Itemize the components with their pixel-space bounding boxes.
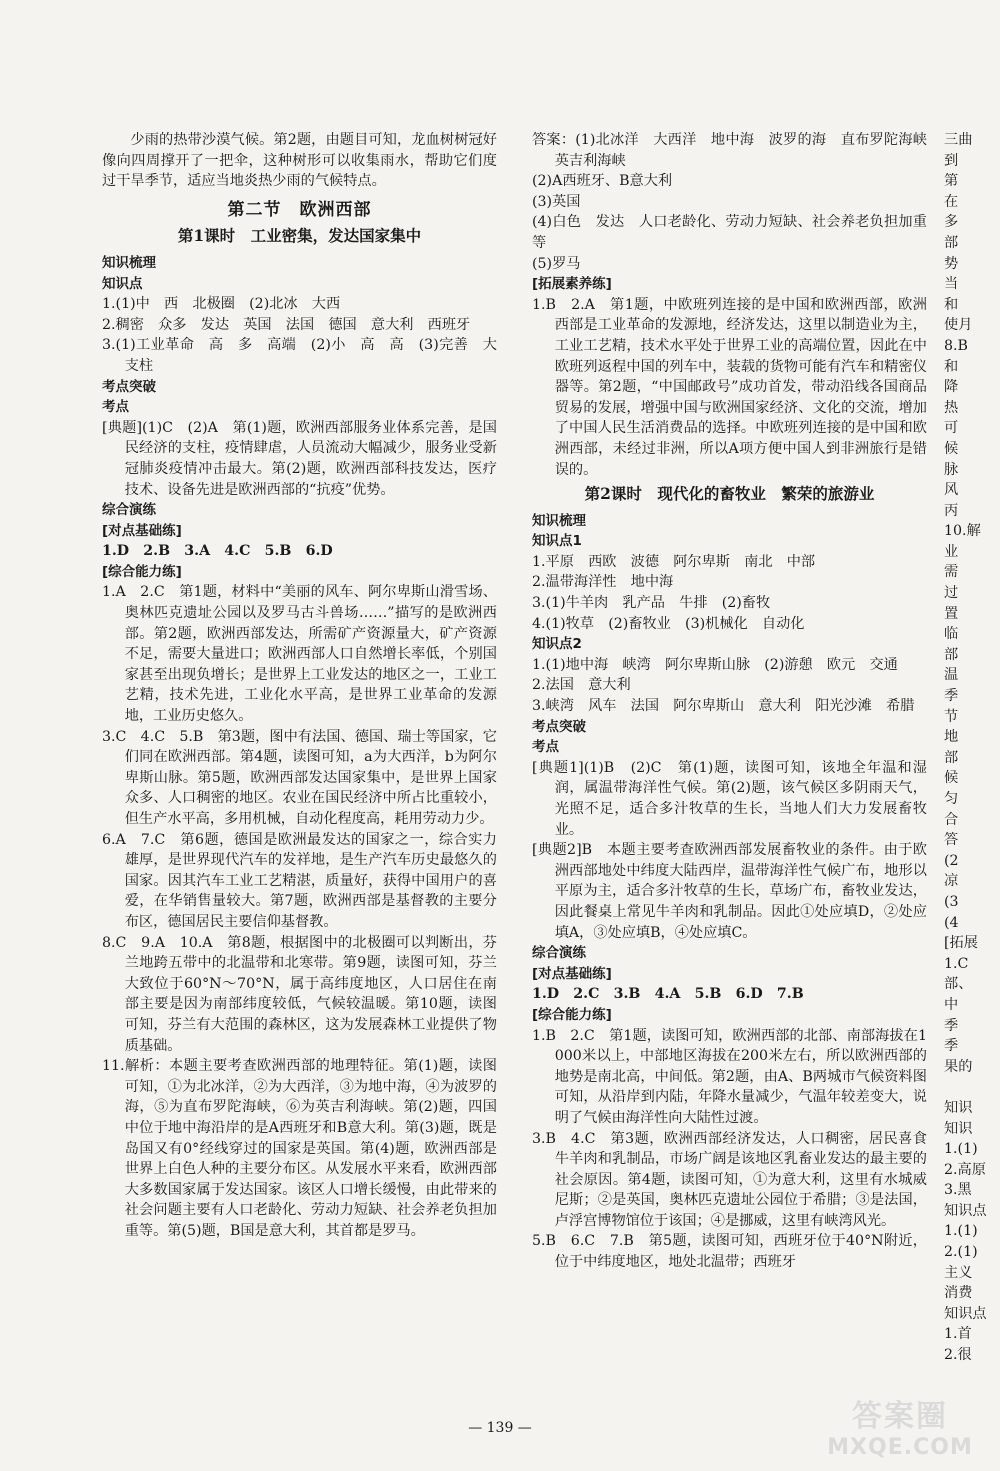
answer-line: (4)白色 发达 人口老龄化、劳动力短缺、社会养老负担加重等 (532, 214, 927, 251)
answer-item: 8.C 9.A 10.A 第8题，根据图中的北极圈可以判断出，芬兰地跨五带中的北温带和北寒带。第9题，读图可知，芬兰大致位于60°N～70°N，属于高纬度地区，人口居住在南部主要是因为南部纬度较低，气候较温暖。第10题，读图可知，芬兰有大范围的森林区，这为发展森林工业提供了物质基础。 (102, 934, 497, 1054)
cropped-line: 节 (944, 708, 959, 725)
basic-answers: 1.D 2.B 3.A 4.C 5.B 6.D (102, 543, 333, 560)
watermark-logo (800, 1380, 1000, 1471)
heading-knowledge-point-2: 知识点2 (532, 636, 582, 653)
cropped-line: 中 (944, 996, 959, 1013)
answer-item: 1.B 2.C 第1题，读图可知，欧洲西部的北部、南部海拔在1 000米以上，中部地区海拔在200米左右，所以欧洲西部的地势是南北高，中间低。第2题，由A、B两城市气候资料图可知，从沿岸到内陆，年降水量减少，气温年较差变大，说明了气候由海洋性向大陆性过渡。 (532, 1027, 927, 1126)
cropped-line: 第 (944, 173, 959, 190)
heading-basic-practice: [对点基础练] (532, 965, 612, 982)
cropped-line: 和 (944, 358, 959, 375)
cropped-line: 季 (944, 1038, 959, 1055)
cropped-line: 凉 (944, 873, 959, 890)
heading-basic-practice: [对点基础练] (102, 522, 182, 539)
answer-item: 5.B 6.C 7.B 第5题，读图可知，西班牙位于40°N附近，位于中纬度地区，地处北温带；西班牙 (532, 1233, 927, 1271)
cropped-line: 2.高原 (944, 1161, 986, 1178)
heading-knowledge-point-1: 知识点1 (532, 533, 582, 550)
column-left (102, 130, 512, 1241)
intro-paragraph: 少雨的热带沙漠气候。第2题，由题目可知，龙血树树冠好像向四周撑开了一把伞，这种树形可以收集雨水，帮助它们度过干旱季节，适应当地炎热少雨的气候特点。 (102, 132, 497, 190)
cropped-line: 10.解 (944, 523, 981, 540)
answer-item: 3.B 4.C 第3题，欧洲西部经济发达，人口稠密，居民喜食牛羊肉和乳制品，市场广阔是该地区乳畜业发达的最主要的社会原因。第4题，读图可知，①为意大利，这里有水城威尼斯；②是英国，奥林匹克遗址公园位于希腊；③是法国，卢浮宫博物馆位于该国；④是挪威，这里有峡湾风光。 (532, 1130, 927, 1229)
cropped-line: 候 (944, 770, 959, 787)
heading-ability-practice: [综合能力练] (532, 1006, 612, 1023)
basic-answers: 1.D 2.C 3.B 4.A 5.B 6.D 7.B (532, 986, 804, 1003)
cropped-line: 答 (944, 832, 959, 849)
knowledge-item: 1.(1)中 西 北极圈 (2)北冰 大西 (102, 296, 341, 313)
cropped-line: 知识点 (944, 1305, 987, 1322)
page-number: — 139 — (468, 1420, 532, 1436)
knowledge-item: 1.(1)地中海 峡湾 阿尔卑斯山脉 (2)游憩 欧元 交通 (532, 656, 898, 673)
knowledge-item: 2.法国 意大利 (532, 677, 631, 694)
cropped-line: 候 (944, 440, 959, 457)
heading-knowledge: 知识梳理 (532, 512, 586, 529)
heading-breakthrough: 考点突破 (532, 718, 586, 735)
knowledge-item: 3.(1)牛羊肉 乳产品 牛排 (2)畜牧 (532, 595, 771, 612)
answer-line: 答案：(1)北冰洋 大西洋 地中海 波罗的海 直布罗陀海峡 英吉利海峡 (532, 132, 942, 169)
cropped-line: 临 (944, 626, 959, 643)
heading-ability-practice: [综合能力练] (102, 563, 182, 580)
cropped-line: 8.B (944, 337, 968, 354)
knowledge-item: 2.温带海洋性 地中海 (532, 574, 674, 591)
cropped-line: 部 (944, 234, 959, 251)
column-middle (532, 130, 942, 1273)
answer-item: 1.B 2.A 第1题，中欧班列连接的是中国和欧洲西部，欧洲西部是工业革命的发源地，经济发达，这里以制造业为主，工业工艺精，技术水平处于世界工业的高端位置，因此在中欧班列返程中国的列车中，装载的货物可能有汽车和精密仪器等。第2题，“中国邮政号”成功首发，带动沿线各国商品贸易的发展，增强中国与欧洲国家经济、文化的交流，增加了中国人民生活消费品的选择。中欧班列连接的是中国和欧洲西部，未经过非洲，所以A项方便中国人到非洲旅行是错误的。 (532, 296, 927, 478)
cropped-line: 风 (944, 482, 959, 499)
cropped-line: 当 (944, 276, 959, 293)
cropped-line: (2 (944, 852, 959, 869)
heading-test-point: 考点 (102, 399, 129, 416)
knowledge-item: 1.平原 西欧 波德 阿尔卑斯 南北 中部 (532, 553, 816, 570)
answer-line: (3)英国 (532, 193, 581, 210)
cropped-line (944, 1077, 1000, 1098)
answer-line: (5)罗马 (532, 255, 581, 272)
answer-item: 1.A 2.C 第1题，材料中“美丽的风车、阿尔卑斯山滑雪场、奥林匹克遗址公园以及罗马古斗兽场……”描写的是欧洲西部。第2题，欧洲西部发达，所需矿产资源量大，矿产资源不足，需要大量进口；欧洲西部人口自然增长率低，个别国家甚至出现负增长；是世界上工业发达的地区之一，工业工艺精，技术先进，工业化水平高，是世界工业革命的发源地，工业历史悠久。 (102, 584, 497, 725)
cropped-line: 匀 (944, 791, 959, 807)
cropped-line: 季 (944, 688, 959, 705)
cropped-line: 和 (944, 296, 959, 313)
heading-practice: 综合演练 (532, 945, 586, 962)
cropped-line: 季 (944, 1017, 959, 1034)
cropped-line: 可 (944, 420, 959, 437)
cropped-line: 地 (944, 729, 959, 746)
knowledge-item: 4.(1)牧草 (2)畜牧业 (3)机械化 自动化 (532, 615, 805, 632)
cropped-line: 温 (944, 667, 959, 684)
cropped-line: (3 (944, 893, 959, 910)
cropped-line: 业 (944, 543, 959, 560)
example-question: [典题2]B 本题主要考查欧洲西部发展畜牧业的条件。由于欧洲西部地处中纬度大陆西岸，温带海洋性气候广布，地形以平原为主，适合多汁牧草的生长，草场广布，畜牧业发达，因此餐桌上常见牛羊肉和乳制品。因此①处应填D，②处应填A，③处应填B，④处应填C。 (532, 842, 927, 941)
answer-item: 6.A 7.C 第6题，德国是欧洲最发达的国家之一，综合实力雄厚，是世界现代汽车的发祥地，是生产汽车历史最悠久的国家。因其汽车工业工艺精湛，质量好，获得中国用户的喜爱，在华销售量较大。第7题，欧洲西部是基督教的主要分布区，德国居民主要信仰基督教。 (102, 831, 497, 930)
answer-line: (2)A西班牙、B意大利 (532, 173, 673, 190)
lesson-1-title: 第1课时 工业密集，发达国家集中 (177, 226, 422, 246)
cropped-line: 到 (944, 152, 959, 169)
knowledge-item: 3.峡湾 风车 法国 阿尔卑斯山 意大利 阳光沙滩 希腊 (532, 698, 915, 715)
cropped-line: [拓展 (944, 935, 978, 952)
cropped-line: 势 (944, 255, 959, 272)
watermark-url: MXQE.COM (827, 1435, 973, 1460)
cropped-line: 1.(1) (944, 1223, 978, 1240)
heading-practice: 综合演练 (102, 502, 156, 519)
heading-extension: [拓展素养练] (532, 276, 612, 293)
example-question: [典题1](1)B (2)C 第(1)题，读图可知，该地全年温和湿润，属温带海洋性气候。第(2)题，该气候区多阴雨天气，光照不足，适合多汁牧草的生长，当地人们大力发展畜牧业。 (532, 759, 927, 838)
knowledge-item: 3.(1)工业革命 高 多 高端 (2)小 高 高 (3)完善 大 支柱 (102, 337, 512, 374)
cropped-line: 过 (944, 585, 959, 602)
knowledge-item: 2.稠密 众多 发达 英国 法国 德国 意大利 西班牙 (102, 316, 471, 333)
cropped-line: 热 (944, 399, 959, 416)
cropped-line: 多 (944, 214, 959, 231)
cropped-line: 脉 (944, 461, 959, 478)
cropped-line: 2.很 (944, 1347, 972, 1364)
cropped-line: 主义 (944, 1264, 973, 1281)
cropped-line: 知识 (944, 1120, 973, 1137)
heading-test-point: 考点 (532, 739, 559, 756)
heading-breakthrough: 考点突破 (102, 378, 156, 395)
cropped-line: 1.首 (944, 1326, 972, 1343)
cropped-line: 1.(1) (944, 1141, 978, 1158)
heading-knowledge: 知识梳理 (102, 254, 156, 271)
cropped-line: 3.黑 (944, 1182, 972, 1199)
answer-item: 11.解析：本题主要考查欧洲西部的地理特征。第(1)题，读图可知，①为北冰洋，②为大西洋，③为地中海，④为波罗的海，⑤为直布罗陀海峡，⑥为英吉利海峡。第(2)题，四国中位于地中海沿岸的是A西班牙和B意大利。第(3)题，既是岛国又有0°经线穿过的国家是英国。第(4)题，欧洲西部是世界上白色人种的主要分布区。从发展水平来看，欧洲西部大多数国家属于发达国家。该区人口增长缓慢，由此带来的社会问题主要有人口老龄化、劳动力短缺、社会养老负担加重等。第(5)题，B国是意大利，其首都是罗马。 (102, 1058, 497, 1239)
cropped-line: 使月 (944, 317, 973, 334)
cropped-line: 合 (944, 811, 959, 828)
cropped-line: 部、 (944, 976, 973, 993)
cropped-line: 丙 (944, 502, 959, 519)
cropped-line: 果的 (944, 1058, 973, 1075)
cropped-line: 需 (944, 564, 959, 581)
cropped-line: 在 (944, 193, 959, 210)
cropped-line: 置 (944, 605, 959, 622)
section-title: 第二节 欧洲西部 (227, 199, 372, 220)
column-right-cropped (944, 130, 1000, 1366)
answer-item: 3.C 4.C 5.B 第3题，图中有法国、德国、瑞士等国家，它们同在欧洲西部。第4题，读图可知，a为大西洋，b为阿尔卑斯山脉。第5题，欧洲西部发达国家集中，是世界上国家众多、人口稠密的地区。农业在国民经济中所占比重较小，但生产水平高，多用机械，自动化程度高，耗用劳动力少。 (102, 728, 497, 827)
cropped-line: 2.(1) (944, 1244, 978, 1261)
example-question: [典题](1)C (2)A 第(1)题，欧洲西部服务业体系完善，是国民经济的支柱，疫情肆虐，人员流动大幅减少，服务业受新冠肺炎疫情冲击最大。第(2)题，欧洲西部科技发达，医疗技术、设备先进是欧洲西部的“抗疫”优势。 (102, 419, 497, 498)
cropped-line: 消费 (944, 1285, 973, 1302)
watermark-text: 答案圈 (852, 1399, 948, 1434)
cropped-line: 知识点 (944, 1202, 987, 1219)
heading-knowledge-point: 知识点 (102, 275, 143, 292)
cropped-line: 1.C (944, 955, 969, 972)
cropped-line: 降 (944, 379, 959, 396)
cropped-line: 部 (944, 646, 959, 663)
cropped-line: 知识 (944, 1099, 973, 1116)
cropped-line: (4 (944, 914, 959, 931)
cropped-line: 部 (944, 749, 959, 766)
cropped-line: 三曲 (944, 132, 973, 148)
lesson-2-title: 第2课时 现代化的畜牧业 繁荣的旅游业 (584, 484, 875, 504)
